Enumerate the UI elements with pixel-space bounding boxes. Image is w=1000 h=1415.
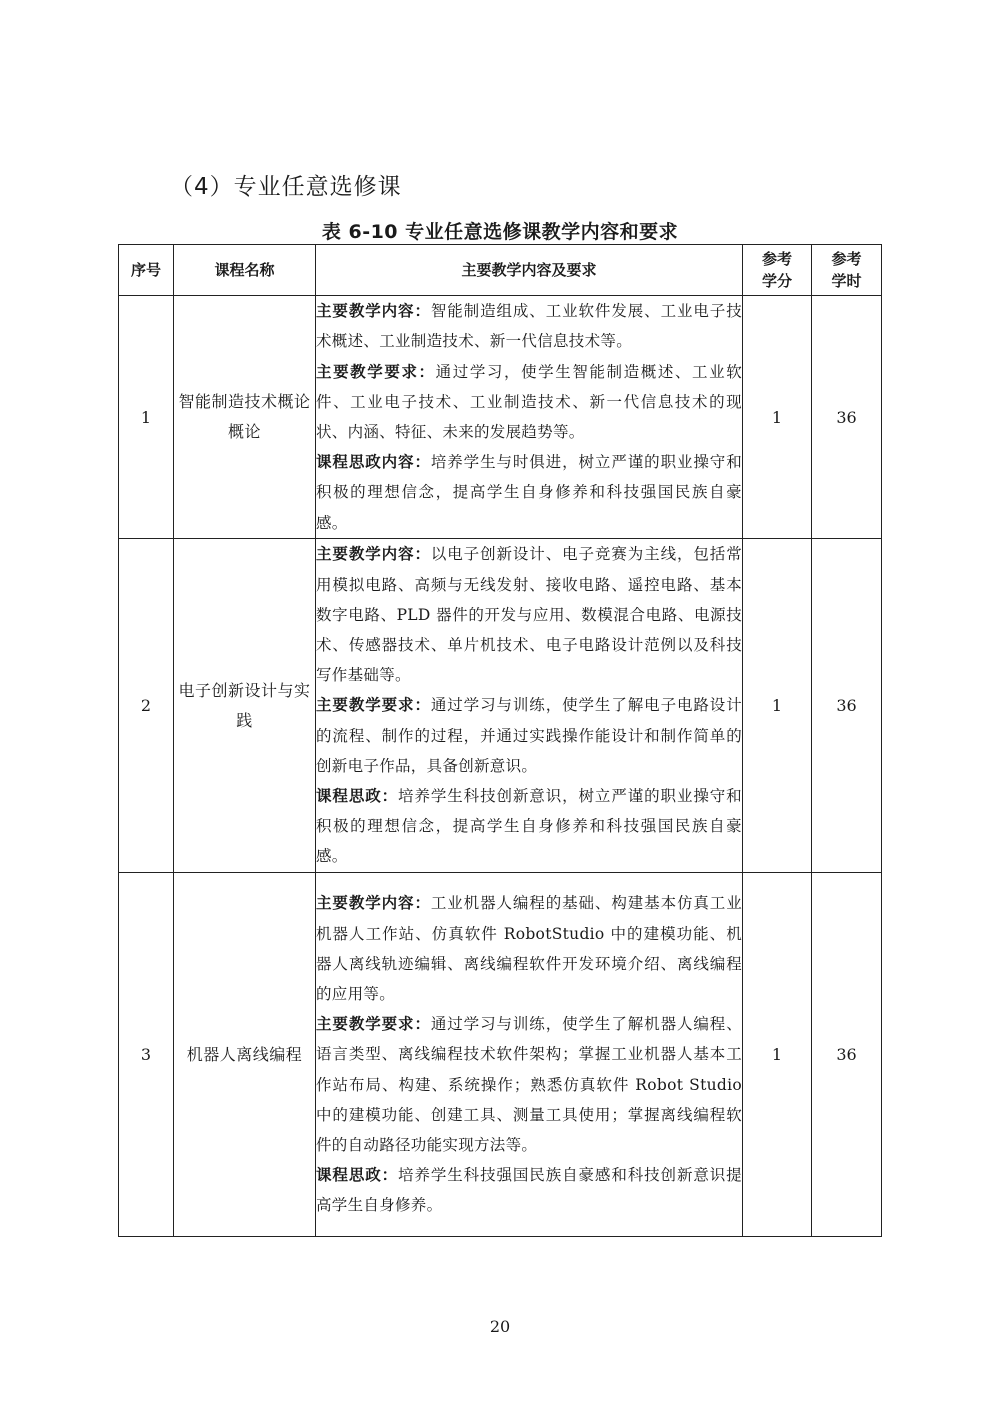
row-credit: 1 [743,873,812,1237]
content-paragraph [316,357,742,448]
row-credit: 1 [743,296,812,539]
row-content [316,873,743,1237]
row-content [316,296,743,539]
paragraph-label: 课程思政： [316,787,399,805]
paragraph-text: 培养学生与时俱进，树立严谨的职业操守和积极的理想信念，提高学生自身修养和科技强国民族自豪感。 [316,453,742,532]
row-hours: 36 [812,296,882,539]
header-hours-text: 参考学时 [831,250,862,290]
paragraph-text: 以电子创新设计、电子竞赛为主线，包括常用模拟电路、高频与无线发射、接收电路、遥控电路、基本数字电路、PLD 器件的开发与应用、数模混合电路、电源技术、传感器技术、单片机技术、电子电路设计范例以及科技写作基础等。 [316,545,742,685]
row-hours: 36 [812,873,882,1237]
paragraph-text: 通过学习，使学生智能制造概述、工业软件、工业电子技术、工业制造技术、新一代信息技术的现状、内涵、特征、未来的发展趋势等。 [316,362,742,441]
header-course-name: 课程名称 [174,245,316,296]
paragraph-text: 通过学习与训练，使学生了解机器人编程、语言类型、离线编程技术软件架构；掌握工业机器人基本工作站布局、构建、系统操作；熟悉仿真软件 Robot Studio 中的建模功能、创建工具、测量工具使用；掌握离线编程软件的自动路径功能实现方法等。 [316,1015,742,1154]
paragraph-text: 通过学习与训练，使学生了解电子电路设计的流程、制作的过程，并通过实践操作能设计和制作简单的创新电子作品，具备创新意识。 [316,696,742,775]
table-row [119,873,882,1237]
row-course-name: 智能制造技术概论概论 [174,296,316,539]
header-content: 主要教学内容及要求 [316,245,743,296]
row-credit: 1 [743,539,812,873]
paragraph-label: 主要教学内容： [316,894,431,913]
content-paragraph [316,447,742,538]
row-no: 2 [119,539,174,873]
table-caption: 表 6-10 专业任意选修课教学内容和要求 [321,221,679,243]
header-hours [812,245,882,296]
row-no: 3 [119,873,174,1237]
content-paragraph [316,1009,742,1160]
content-paragraph [316,888,742,1009]
content-paragraph [316,690,742,781]
content-paragraph [316,1160,742,1220]
section-heading: （4）专业任意选修课 [170,174,402,200]
course-table [118,244,882,1237]
content-paragraph [316,296,742,356]
header-credit-text: 参考学分 [761,250,792,290]
paragraph-text: 工业机器人编程的基础、构建基本仿真工业机器人工作站、仿真软件 RobotStudio 中的建模功能、机器人离线轨迹编辑、离线编程软件开发环境介绍、离线编程的应用等。 [316,894,742,1003]
header-no: 序号 [119,245,174,296]
paragraph-label: 主要教学要求： [316,696,431,715]
paragraph-label: 课程思政内容： [316,453,431,472]
row-hours: 36 [812,539,882,873]
paragraph-text: 培养学生科技创新意识，树立严谨的职业操守和积极的理想信念，提高学生自身修养和科技强国民族自豪感。 [316,787,742,866]
content-paragraph [316,781,742,872]
paragraph-label: 主要教学要求： [316,1015,431,1034]
paragraph-label: 主要教学内容： [316,545,431,564]
paragraph-text: 智能制造组成、工业软件发展、工业电子技术概述、工业制造技术、新一代信息技术等。 [316,302,742,351]
row-course-name: 电子创新设计与实践 [174,539,316,873]
content-paragraph [316,539,742,690]
row-content [316,539,743,873]
table-row [119,296,882,539]
paragraph-label: 主要教学要求： [316,362,436,381]
paragraph-label: 主要教学内容： [316,302,431,321]
header-credit [743,245,812,296]
paragraph-label: 课程思政： [316,1166,399,1185]
paragraph-text: 培养学生科技强国民族自豪感和科技创新意识提高学生自身修养。 [316,1166,742,1215]
table-header-row [119,245,882,296]
page-number: 20 [489,1317,511,1336]
table-row [119,539,882,873]
row-course-name: 机器人离线编程 [174,873,316,1237]
row-no: 1 [119,296,174,539]
